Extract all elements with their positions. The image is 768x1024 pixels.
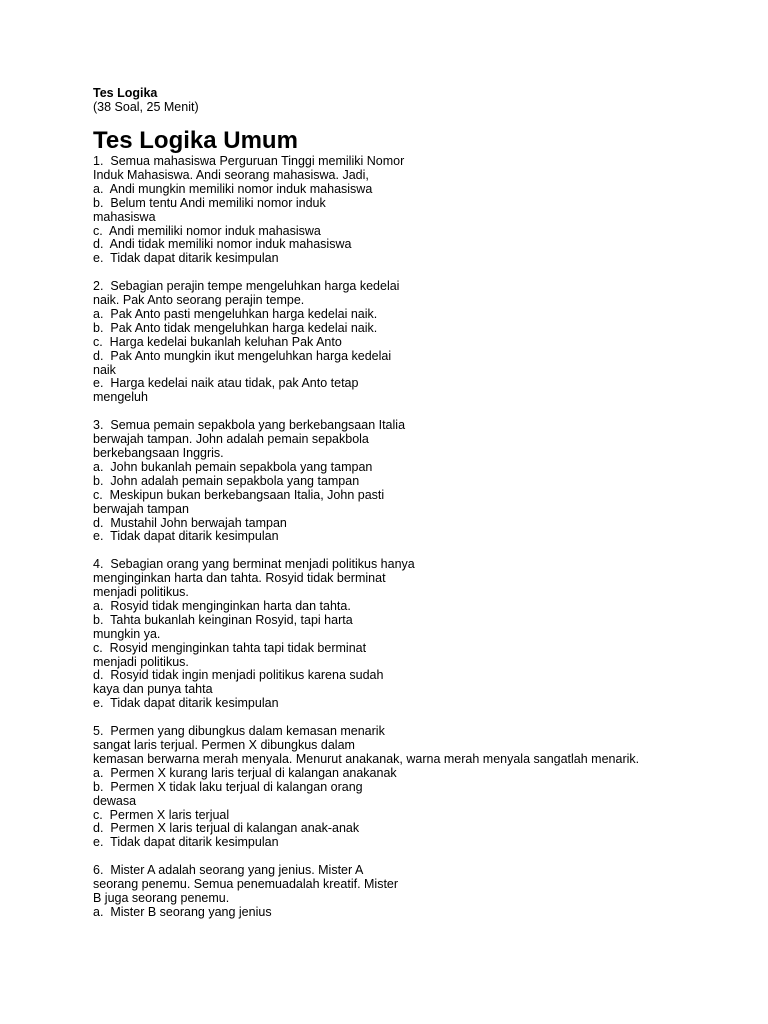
question-1 (93, 155, 763, 266)
question-line: naik (93, 362, 116, 377)
question-line: d. Pak Anto mungkin ikut mengeluhkan harga kedelai (93, 348, 392, 363)
question-text-line: 3. Semua pemain sepakbola yang berkebangsaan Italia (93, 418, 406, 433)
question-line: e. Harga kedelai naik atau tidak, pak Anto tetap (93, 376, 359, 391)
question-line: menjadi politikus. (93, 654, 189, 669)
question-text-line: 6. Mister A adalah seorang yang jenius. Mister A (93, 863, 364, 878)
question-line: d. Permen X laris terjual di kalangan anak-anak (93, 821, 360, 836)
question-line: e. Tidak dapat ditarik kesimpulan (93, 251, 279, 266)
question-line: c. Andi memiliki nomor induk mahasiswa (93, 223, 321, 238)
question-line: B juga seorang penemu. (93, 890, 230, 905)
question-line: a. Pak Anto pasti mengeluhkan harga kedelai naik. (93, 306, 378, 321)
question-line: b. Tahta bukanlah keinginan Rosyid, tapi harta (93, 612, 353, 627)
page-title: Tes Logika Umum (93, 127, 298, 154)
question-line: menginginkan harta dan tahta. Rosyid tidak berminat (93, 571, 386, 586)
question-list (93, 155, 763, 934)
question-line: berwajah tampan. John adalah pemain sepakbola (93, 432, 369, 447)
question-line: b. John adalah pemain sepakbola yang tampan (93, 473, 360, 488)
question-2 (93, 280, 763, 405)
question-line: c. Permen X laris terjual (93, 807, 230, 822)
subtitle-info: (38 Soal, 25 Menit) (93, 100, 199, 114)
question-line: kaya dan punya tahta (93, 682, 213, 697)
question-line: naik. Pak Anto seorang perajin tempe. (93, 293, 305, 308)
question-line: mungkin ya. (93, 626, 161, 641)
question-line: mahasiswa (93, 209, 156, 224)
question-5 (93, 725, 763, 850)
question-text-line: 1. Semua mahasiswa Perguruan Tinggi memiliki Nomor (93, 154, 405, 168)
question-line: berwajah tampan (93, 501, 189, 516)
question-text-line: 5. Permen yang dibungkus dalam kemasan menarik (93, 724, 385, 739)
question-line: menjadi politikus. (93, 585, 189, 600)
question-line: d. Mustahil John berwajah tampan (93, 515, 287, 530)
question-line: b. Permen X tidak laku terjual di kalangan orang (93, 779, 363, 794)
question-6 (93, 864, 763, 920)
question-3 (93, 419, 763, 544)
question-line: c. Meskipun bukan berkebangsaan Italia, John pasti (93, 487, 385, 502)
document-header (93, 86, 199, 114)
question-line: c. Rosyid menginginkan tahta tapi tidak berminat (93, 640, 367, 655)
question-line: b. Belum tentu Andi memiliki nomor induk (93, 195, 326, 210)
question-line: seorang penemu. Semua penemuadalah kreatif. Mister (93, 877, 399, 892)
question-line: e. Tidak dapat ditarik kesimpulan (93, 696, 279, 711)
question-line: sangat laris terjual. Permen X dibungkus dalam (93, 738, 355, 752)
question-line: mengeluh (93, 390, 148, 405)
subtitle-title: Tes Logika (93, 86, 158, 100)
question-line: d. Rosyid tidak ingin menjadi politikus karena sudah (93, 668, 384, 683)
question-line: a. Permen X kurang laris terjual di kalangan anakanak (93, 765, 397, 780)
question-line: e. Tidak dapat ditarik kesimpulan (93, 529, 279, 544)
question-line: b. Pak Anto tidak mengeluhkan harga kedelai naik. (93, 320, 378, 335)
question-line: a. Andi mungkin memiliki nomor induk mahasiswa (93, 181, 373, 196)
question-line: Induk Mahasiswa. Andi seorang mahasiswa. Jadi, (93, 167, 369, 182)
question-text-line: 2. Sebagian perajin tempe mengeluhkan harga kedelai (93, 279, 400, 294)
question-line: berkebangsaan Inggris. (93, 446, 224, 460)
question-line: c. Harga kedelai bukanlah keluhan Pak Anto (93, 334, 342, 349)
question-line: e. Tidak dapat ditarik kesimpulan (93, 835, 279, 850)
question-line: dewasa (93, 793, 137, 808)
question-line: a. Mister B seorang yang jenius (93, 904, 272, 919)
question-text-line: 4. Sebagian orang yang berminat menjadi politikus hanya (93, 557, 415, 572)
question-4 (93, 558, 763, 711)
question-line: a. John bukanlah pemain sepakbola yang tampan (93, 459, 373, 474)
question-line: d. Andi tidak memiliki nomor induk mahasiswa (93, 237, 352, 252)
question-line: kemasan berwarna merah menyala. Menurut anakanak, warna merah menyala sangatlah menarik. (93, 751, 640, 766)
question-line: a. Rosyid tidak menginginkan harta dan tahta. (93, 598, 351, 613)
